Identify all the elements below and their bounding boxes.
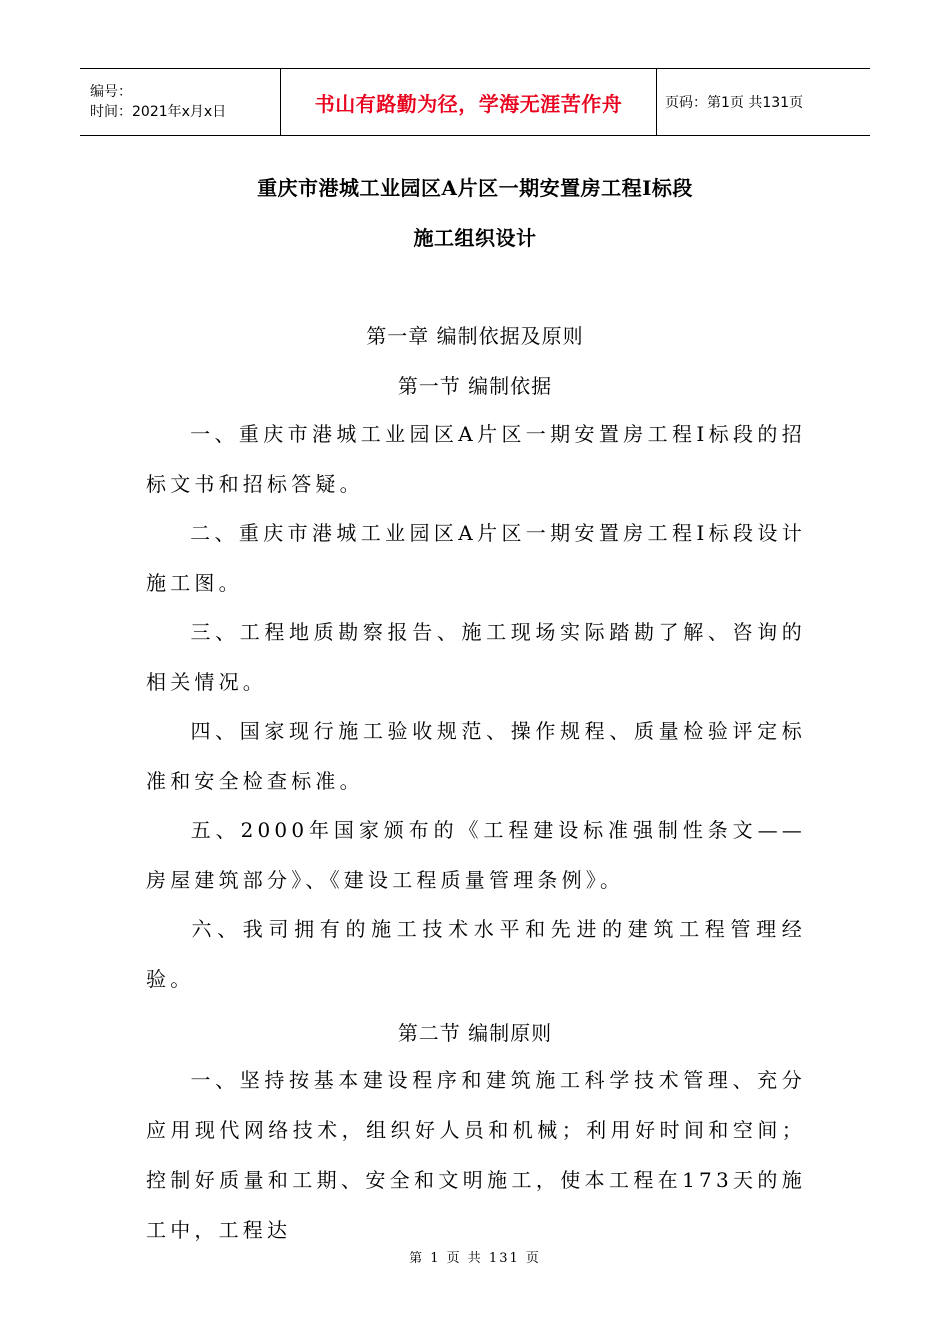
- header-table: [80, 68, 870, 136]
- header-motto: 书山有路勤为径，学海无涯苦作舟: [314, 91, 623, 116]
- section-heading-principles: 第二节 编制原则: [397, 1021, 553, 1045]
- page-count: 页码：第1页 共131页: [665, 95, 804, 111]
- document-number-label: 编号：: [90, 84, 132, 100]
- header-page-info: [657, 69, 870, 135]
- paragraph-basis-5: 五、2000年国家颁布的《工程建设标准强制性条文——房屋建筑部分》、《建设工程质量管理条例》。: [146, 818, 806, 892]
- paragraph-basis-2: 二、重庆市港城工业园区A片区一期安置房工程I标段设计施工图。: [146, 521, 806, 595]
- page-footer: 第 1 页 共 131 页: [409, 1251, 541, 1266]
- paragraph-principle-1: 一、坚持按基本建设程序和建筑施工科学技术管理、充分应用现代网络技术，组织好人员和机械；利用好时间和空间；控制好质量和工期、安全和文明施工，使本工程在173天的施工中，工程达: [146, 1068, 806, 1242]
- paragraph-basis-3: 三、工程地质勘察报告、施工现场实际踏勘了解、咨询的相关情况。: [146, 620, 806, 694]
- section-heading-basis: 第一节 编制依据: [397, 374, 553, 398]
- document-subtitle: 施工组织设计: [413, 226, 537, 250]
- paragraph-basis-4: 四、国家现行施工验收规范、操作规程、质量检验评定标准和安全检查标准。: [146, 719, 806, 793]
- paragraph-basis-6: 六、我司拥有的施工技术水平和先进的建筑工程管理经验。: [146, 917, 806, 991]
- paragraph-basis-1: 一、重庆市港城工业园区A片区一期安置房工程I标段的招标文书和招标答疑。: [146, 422, 806, 496]
- chapter-heading: 第一章 编制依据及原则: [366, 324, 584, 348]
- header-meta: [80, 69, 280, 135]
- header-motto-cell: [280, 69, 657, 135]
- document-title: 重庆市港城工业园区A片区一期安置房工程I标段: [257, 176, 693, 200]
- document-date: 时间：2021年x月x日: [90, 104, 227, 120]
